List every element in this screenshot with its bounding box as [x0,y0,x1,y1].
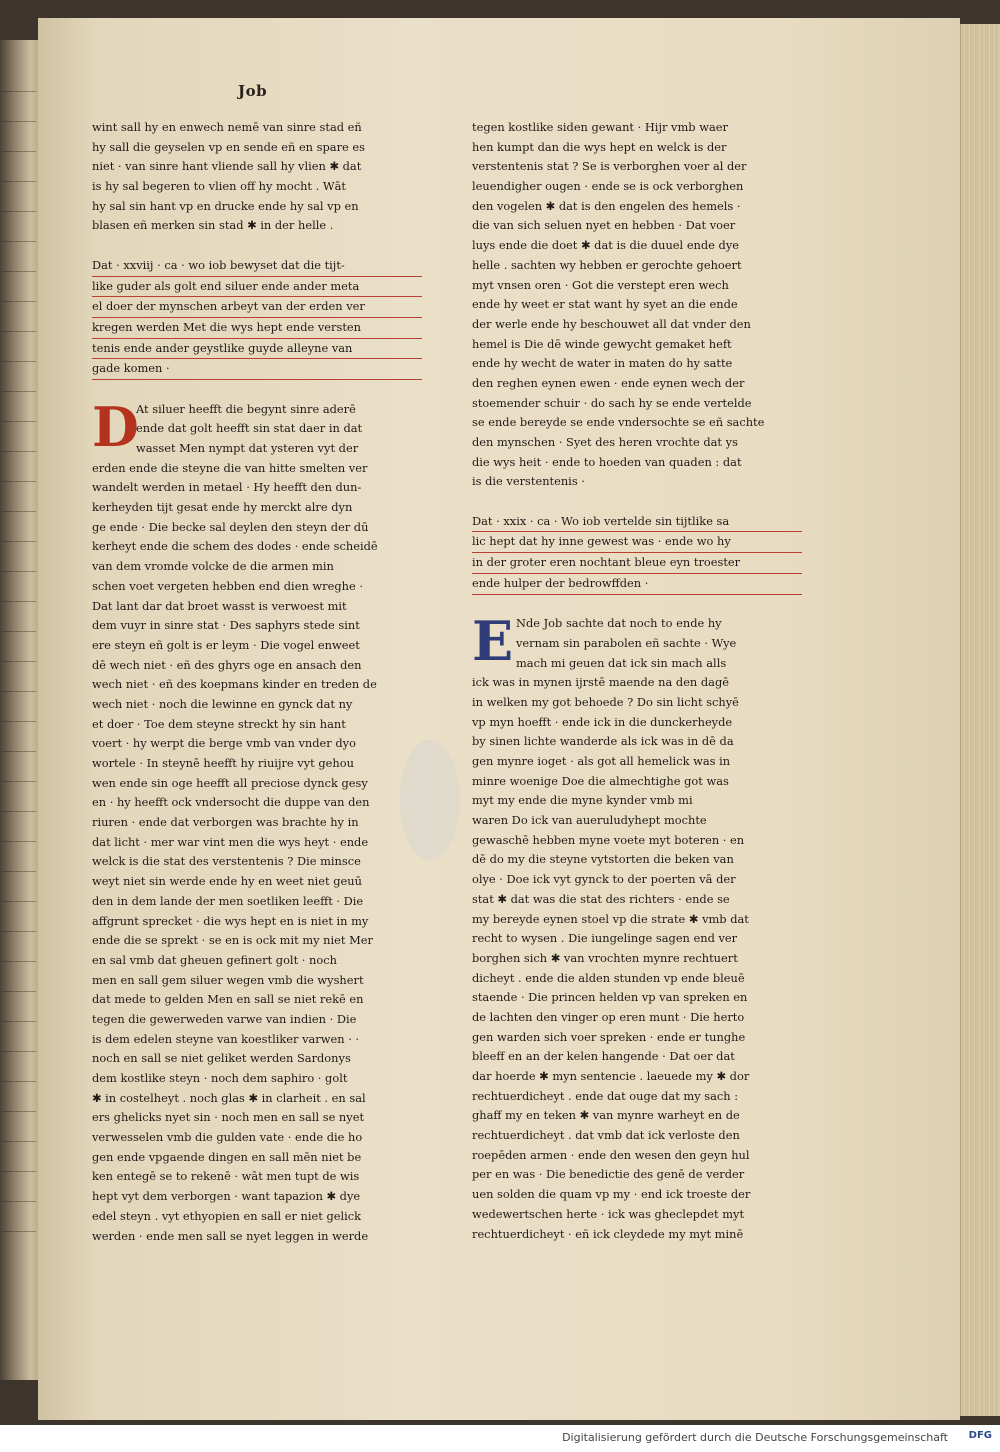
text-line: minre woenige Doe die almechtighe got was [472,773,729,788]
text-line: hy sal sin hant vp en drucke ende hy sal vp en [92,198,359,213]
text-line: van dem vromde volcke de die armen min [92,559,334,574]
text-line: gen ende vpgaende dingen en sall mēn niet be [92,1149,362,1164]
text-line: rechtuerdicheyt · eñ ick cleydede my myt minē [472,1226,744,1241]
text-line: ✱ in costelheyt . noch glas ✱ in clarheit . en sal [92,1090,366,1105]
right-paragraph-2 [472,609,802,1244]
text-line: dat licht · mer war vint men die wys heyt · ende [92,834,369,849]
text-line: per en was · Die benedictie des genē de verder [472,1167,745,1182]
dfg-logo: DFG [968,1430,992,1441]
text-line: ende dat golt heefft sin stat daer in dat [136,421,363,436]
text-line: is dem edelen steyne van koestliker varwen · · [92,1031,360,1046]
text-line: tegen kostlike siden gewant · Hijr vmb waer [472,120,728,134]
text-line: verwesselen vmb die gulden vate · ende die ho [92,1130,363,1145]
text-line: wasset Men nympt dat ysteren vyt der [136,441,359,455]
rubric-line: gade komen · [92,359,422,380]
text-line: de lachten den vinger op eren munt · Die herto [472,1009,745,1024]
rubric-line: in der groter eren nochtant bleue eyn troester [472,553,802,574]
text-line: wortele · In steynē heefft hy riuijre vyt gehou [92,756,354,770]
text-line: vernam sin parabolen eñ sachte · Wye [516,635,737,650]
text-line: en · hy heefft ock vndersocht die duppe van den [92,795,370,810]
text-line: is die verstentenis · [472,474,585,489]
rubric-line: el doer der mynschen arbeyt van der erden ver [92,297,422,318]
text-line: dar hoerde ✱ myn sentencie . laeuede my ✱ dor [472,1069,750,1083]
text-line: gen warden sich voer spreken · ende er tunghe [472,1029,746,1044]
text-line: kerheyden tijt gesat ende hy merckt alre dyn [92,500,353,515]
text-line: Dat lant dar dat broet wasst is verwoest mit [92,598,347,613]
text-line: leuendigher ougen · ende se is ock verborghen [472,179,744,194]
left-paragraph-2 [92,394,422,1247]
left-column [92,118,422,1246]
left-rubric [92,256,422,380]
text-line: welck is die stat des verstentenis ? Die minsce [92,854,361,869]
text-line: hemel is Die dē winde gewycht gemaket heft [472,336,732,351]
text-line: olye · Doe ick vyt gynck to der poerten vā der [472,872,736,887]
text-line: dē wech niet · eñ des ghyrs oge en ansach den [92,657,362,672]
rubric-line: ende hulper der bedrowffden · [472,574,802,595]
rubric-line: lic hept dat hy inne gewest was · ende wo hy [472,532,802,553]
text-line: tegen die gewerweden varwe van indien · Die [92,1011,357,1026]
text-line: weyt niet sin werde ende hy en weet niet geuū [92,874,362,889]
text-line: stat ✱ dat was die stat des richters · ende se [472,891,730,906]
text-line: in welken my got behoede ? Do sin licht schyē [472,694,739,709]
text-line: mach mi geuen dat ick sin mach alls [516,655,727,670]
text-line: stoemender schuir · do sach hy se ende vertelde [472,395,752,410]
text-line: men en sall gem siluer wegen vmb die wyshert [92,972,364,987]
text-line: dē do my die steyne vytstorten die beken van [472,852,734,867]
text-line: voert · hy werpt die berge vmb van vnder dyo [92,736,356,751]
text-line: helle . sachten wy hebben er gerochte gehoert [472,257,742,272]
right-paragraph-1 [472,118,802,492]
text-line: die van sich seluen nyet en hebben · Dat voer [472,218,736,233]
text-line: Nde Job sachte dat noch to ende hy [516,616,722,631]
text-line: dem kostlike steyn · noch dem saphiro · golt [92,1071,348,1085]
text-line: die wys heit · ende to hoeden van quaden : dat [472,454,742,469]
text-line: vp myn hoefft · ende ick in die dunckerheyde [472,714,733,729]
text-line: ende hy wecht de water in maten do hy satte [472,356,733,371]
text-line: kerheyt ende die schem des dodes · ende scheidē [92,539,378,554]
text-line: staende · Die princen helden vp van spreken en [472,990,748,1005]
text-line: wandelt werden in metael · Hy heefft den dun- [92,480,362,495]
rubric-line: like guder als golt end siluer ende ander meta [92,277,422,298]
text-line: At siluer heefft die begynt sinre aderē [136,401,356,416]
text-line: myt my ende die myne kynder vmb mi [472,793,693,808]
text-line: dem vuyr in sinre stat · Des saphyrs stede sint [92,618,360,633]
text-line: by sinen lichte wanderde als ick was in dē da [472,734,734,749]
facing-page-edge [0,40,38,1380]
text-line: noch en sall se niet geliket werden Sardonys [92,1051,351,1066]
text-line: myt vnsen oren · Got die verstept eren wech [472,277,729,292]
text-line: ende die se sprekt · se en is ock mit my niet Mer [92,933,373,948]
text-line: blasen eñ merken sin stad ✱ in der helle . [92,218,334,233]
drop-initial-d: D [92,394,139,459]
text-line: ge ende · Die becke sal deylen den steyn der dū [92,519,369,534]
rubric-line: Dat · xxviij · ca · wo iob bewyset dat die tijt- [92,256,422,277]
text-line: ick was in mynen ijrstē maende na den dagē [472,675,730,690]
text-line: rechtuerdicheyt . dat vmb dat ick verloste den [472,1128,740,1143]
text-line: se ende bereyde se ende vndersochte se eñ sachte [472,415,765,430]
text-line: hept vyt dem verborgen · want tapazion ✱ dye [92,1189,361,1204]
text-line: bleeff en an der kelen hangende · Dat oer dat [472,1049,735,1064]
text-line: den reghen eynen ewen · ende eynen wech der [472,375,745,390]
text-line: der werle ende hy beschouwet all dat vnder den [472,316,751,331]
text-line: rechtuerdicheyt . ende dat ouge dat my sach : [472,1088,739,1103]
left-paragraph-1 [92,118,422,236]
text-line: gewaschē hebben myne voete myt boteren · en [472,832,745,847]
text-line: gen mynre ioget · als got all hemelick was in [472,754,731,768]
rubric-line: Dat · xxix · ca · Wo iob vertelde sin tijtlike sa [472,512,802,533]
text-line: edel steyn . vyt ethyopien en sall er niet gelick [92,1208,362,1223]
text-line: uen solden die quam vp my · end ick troeste der [472,1187,751,1202]
text-line: verstentenis stat ? Se is verborghen voer al der [472,159,747,174]
rubric-line: tenis ende ander geystlike guyde alleyne van [92,339,422,360]
text-line: riuren · ende dat verborgen was brachte hy in [92,815,359,830]
text-line: dat mede to gelden Men en sall se niet rekē en [92,992,364,1007]
text-line: affgrunt sprecket · die wys hept en is niet in my [92,913,369,928]
page-stack-edge [960,24,1000,1416]
right-rubric [472,512,802,595]
text-line: ere steyn eñ golt is er leym · Die vogel enweet [92,637,360,652]
text-line: niet · van sinre hant vliende sall hy vlien ✱ dat [92,159,362,174]
text-line: den mynschen · Syet des heren vrochte dat ys [472,435,738,449]
running-head: Job [238,82,268,100]
text-line: den in dem lande der men soetliken leefft · Die [92,893,364,908]
text-line: den vogelen ✱ dat is den engelen des hemels · [472,198,741,213]
footer-credit: Digitalisierung gefördert durch die Deutsche Forschungsgemeinschaft [562,1431,948,1444]
text-line: ghaff my en teken ✱ van mynre warheyt en de [472,1108,740,1123]
text-line: dicheyt . ende die alden stunden vp ende bleuē [472,970,745,985]
drop-initial-e: E [472,609,514,674]
text-line: hy sall die geyselen vp en sende eñ en spare es [92,139,365,154]
text-line: my bereyde eynen stoel vp die strate ✱ vmb dat [472,911,749,926]
text-line: erden ende die steyne die van hitte smelten ver [92,460,368,475]
text-line: ende hy weet er stat want hy syet an die ende [472,297,738,312]
text-line: luys ende die doet ✱ dat is die duuel ende dye [472,238,740,253]
text-line: borghen sich ✱ van vrochten mynre rechtuert [472,950,738,965]
text-line: schen voet vergeten hebben end dien wreghe · [92,578,363,593]
text-line: roepēden armen · ende den wesen den geyn hul [472,1147,750,1162]
text-line: hen kumpt dan die wys hept en welck is der [472,139,727,154]
text-line: wech niet · noch die lewinne en gynck dat ny [92,696,353,711]
text-line: en sal vmb dat gheuen gefinert golt · noch [92,952,337,967]
text-line: waren Do ick van aueruludyhept mochte [472,813,707,828]
rubric-line: kregen werden Met die wys hept ende versten [92,318,422,339]
text-line: ken entegē se to rekenē · wāt men tupt de wis [92,1169,360,1184]
text-line: wech niet · eñ des koepmans kinder en treden de [92,677,377,692]
text-line: wint sall hy en enwech nemē van sinre stad eñ [92,120,362,134]
text-line: is hy sal begeren to vlien off hy mocht . Wāt [92,179,346,194]
text-line: et doer · Toe dem steyne streckt hy sin hant [92,716,346,731]
text-line: ers ghelicks nyet sin · noch men en sall se nyet [92,1110,365,1125]
text-line: wen ende sin oge heefft all preciose dynck gesy [92,775,368,790]
text-line: wedewertschen herte · ick was gheclepdet myt [472,1206,745,1221]
text-line: recht to wysen . Die iungelinge sagen end ver [472,931,738,946]
right-column [472,118,802,1244]
footer-bar [0,1425,1000,1452]
text-line: werden · ende men sall se nyet leggen in werde [92,1228,369,1243]
